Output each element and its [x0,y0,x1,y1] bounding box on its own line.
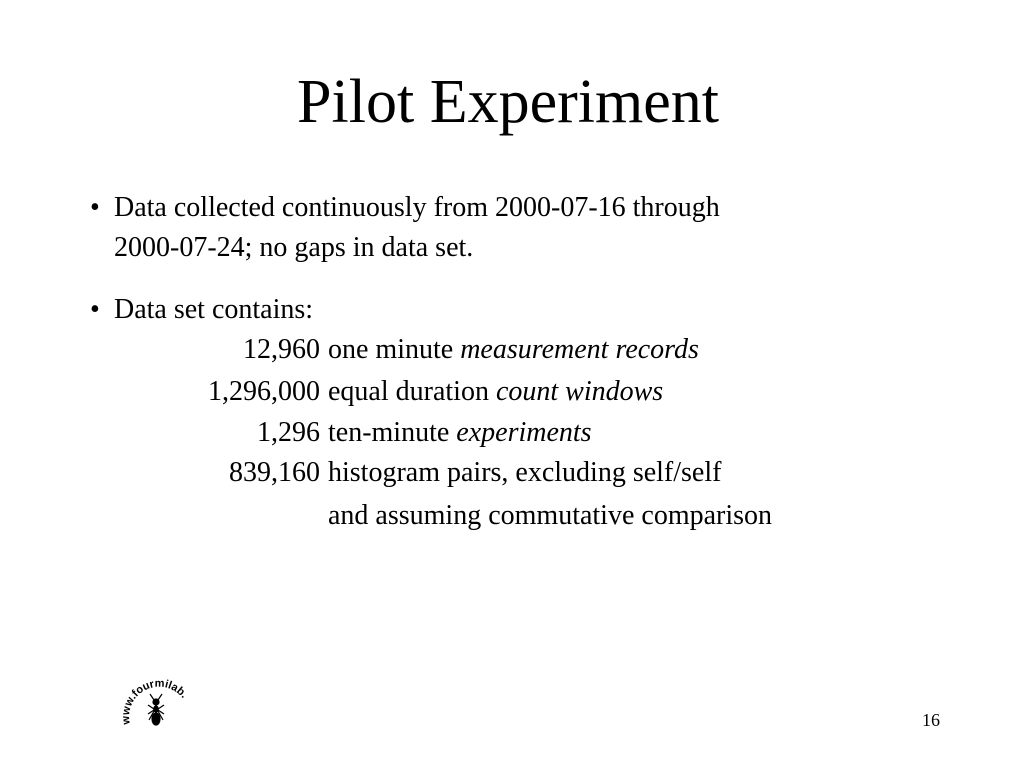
stat-description [328,330,699,370]
stat-continuation: and assuming commutative comparison [328,500,773,531]
stat-description [328,372,663,412]
stat-text: equal duration [328,376,496,407]
stat-number: 839,160 [229,457,320,488]
stat-description [328,453,721,493]
logo-text: www.fourmilab. [119,677,190,726]
ant-icon [118,662,198,732]
bullet-dot-icon: • [90,294,100,325]
stat-emphasis: measurement records [460,334,699,365]
stat-text: one minute [328,334,461,365]
bullet-item [90,290,890,330]
stat-number: 1,296,000 [208,376,320,407]
bullet-item [90,188,890,278]
stat-text: histogram pairs, excluding self/self [328,457,722,488]
stat-emphasis: count windows [495,376,664,407]
fourmilab-logo [118,662,198,732]
bullet-line: 2000-07-24; no gaps in data set. [114,232,474,263]
slide-title: Pilot Experiment [297,68,719,136]
stat-number: 1,296 [257,417,320,448]
bullet-text [114,290,313,330]
bullet-line: Data set contains: [114,294,314,325]
bullet-dot-icon: • [90,192,100,223]
bullet-text [114,188,720,268]
stat-emphasis: experiments [456,417,592,448]
stat-description [328,413,592,453]
stat-text: ten-minute [328,417,457,448]
bullet-line: Data collected continuously from 2000-07-16 through [114,192,720,223]
stat-number: 12,960 [243,334,320,365]
ant-figure [148,694,164,725]
page-number: 16 [922,710,940,730]
